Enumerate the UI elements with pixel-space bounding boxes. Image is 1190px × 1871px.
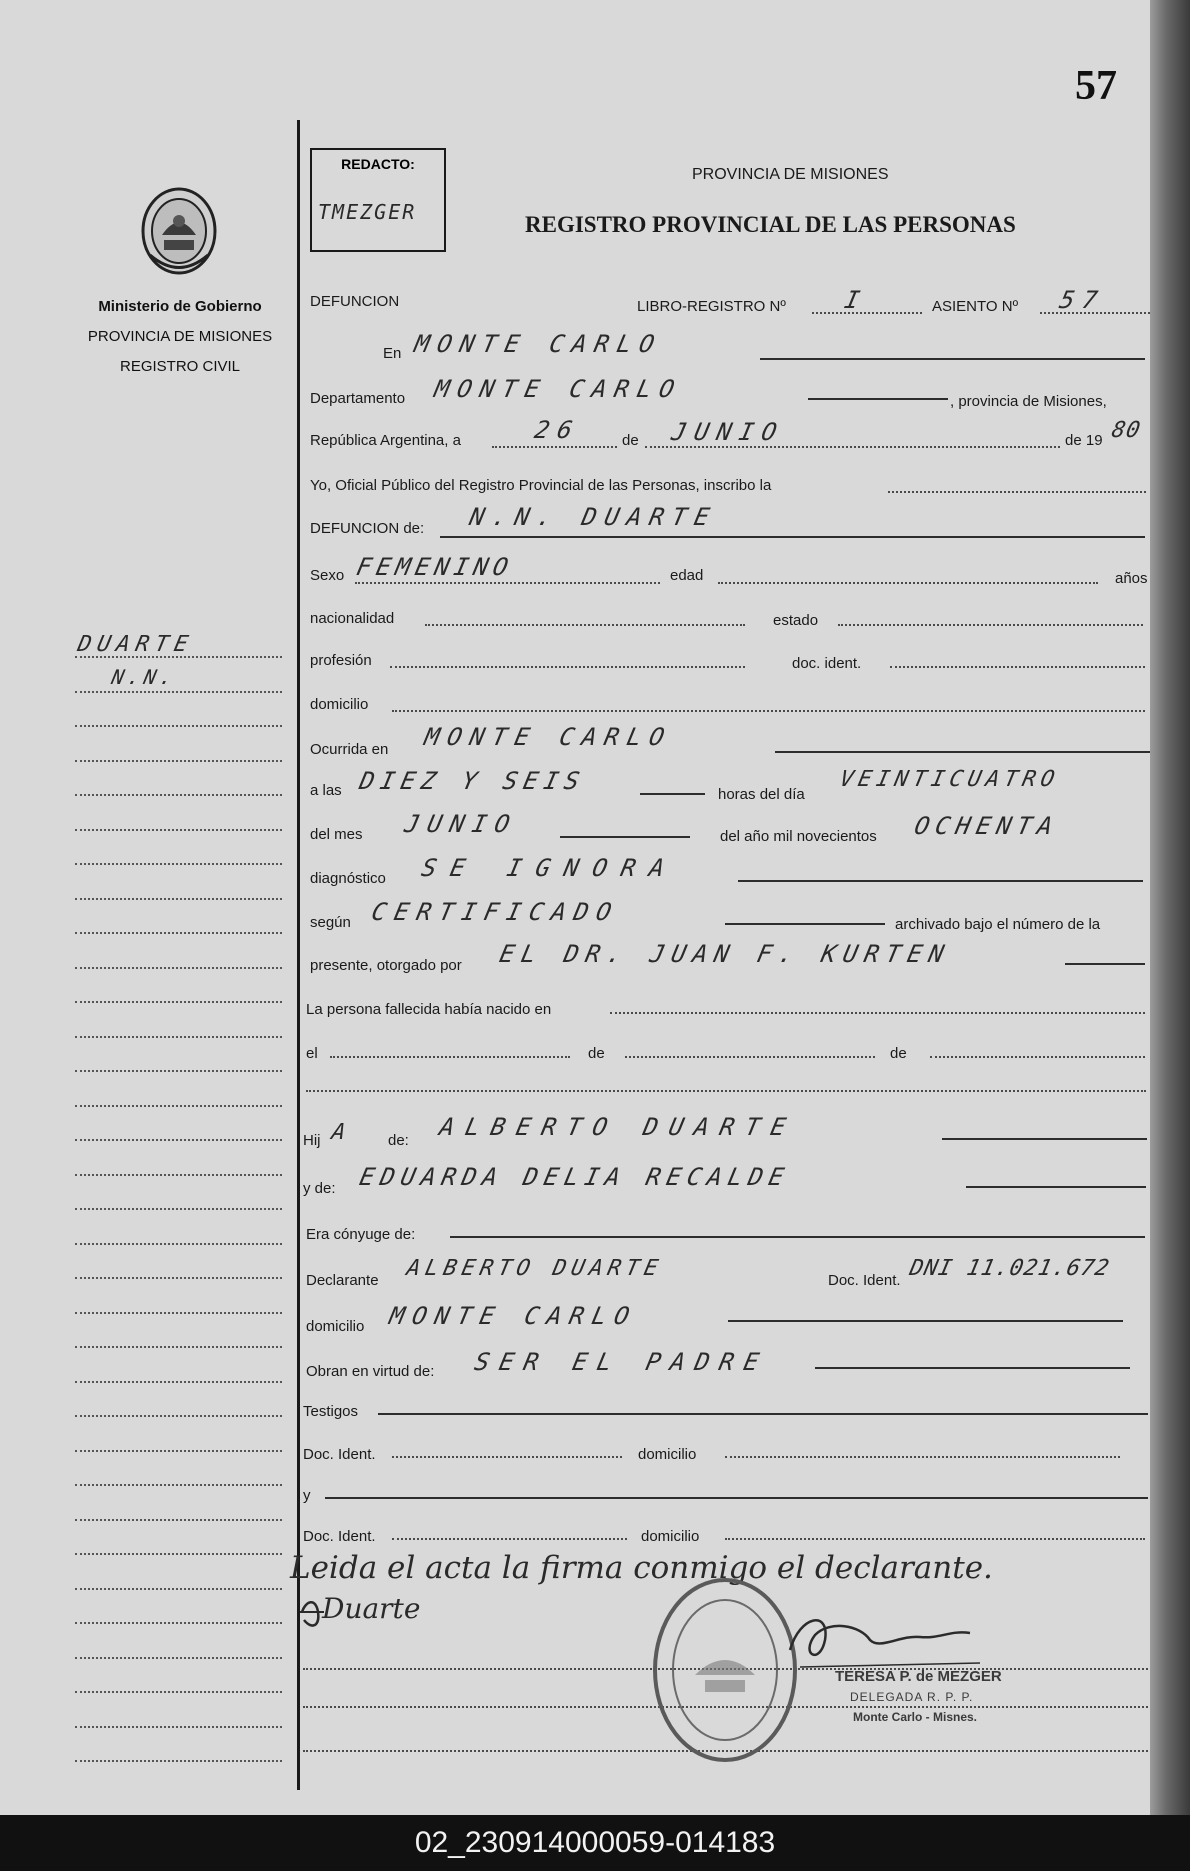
a-las-line: [640, 793, 705, 795]
sexo-value: FEMENINO: [354, 553, 516, 581]
margin-note-line: [75, 829, 282, 831]
province-emblem-icon: [140, 185, 218, 277]
margin-note-line: [75, 1036, 282, 1038]
segun-label: según: [310, 914, 351, 931]
hij-label: Hij: [303, 1132, 321, 1149]
margin-note-line: [75, 1312, 282, 1314]
margin-note-line: [75, 967, 282, 969]
decl-doc-label: Doc. Ident.: [828, 1272, 901, 1289]
departamento-value: MONTE CARLO: [432, 375, 685, 403]
margin-note-line: [75, 1105, 282, 1107]
decl-domicilio-value: MONTE CARLO: [387, 1302, 640, 1330]
anos-label: años: [1115, 570, 1148, 587]
a-las-label: a las: [310, 782, 342, 799]
margin-note-line: [75, 760, 282, 762]
testigo1-doc-label: Doc. Ident.: [303, 1446, 376, 1463]
official-title: DELEGADA R. P. P.: [850, 1690, 974, 1704]
obran-line: [815, 1367, 1130, 1369]
y-de-label: y de:: [303, 1180, 336, 1197]
yo-text: Yo, Oficial Público del Registro Provincial de las Personas, inscribo la: [310, 477, 772, 494]
hij-value: A: [329, 1120, 356, 1145]
book-spine: [1150, 0, 1190, 1815]
edad-line: [718, 582, 1098, 584]
nacido-de-line: [625, 1056, 875, 1058]
page-number: 57: [1075, 63, 1117, 109]
nacido-de-label: de: [588, 1045, 605, 1062]
province-heading: PROVINCIA DE MISIONES: [692, 166, 889, 183]
month-value: JUNIO: [669, 418, 788, 446]
redacto-label: REDACTO:: [341, 156, 415, 172]
nacido-de2-line: [930, 1056, 1145, 1058]
sexo-line: [355, 582, 660, 584]
decl-domicilio-line: [728, 1320, 1123, 1322]
en-value: MONTE CARLO: [412, 330, 665, 358]
conyuge-label: Era cónyuge de:: [306, 1226, 416, 1243]
testigo1-domicilio-line: [725, 1456, 1120, 1458]
testigo1-domicilio-label: domicilio: [638, 1446, 697, 1463]
anio-label: del año mil novecientos: [720, 828, 877, 845]
madre-line: [966, 1186, 1146, 1188]
defuncion-de-label: DEFUNCION de:: [310, 520, 425, 537]
margin-note-line: [75, 1691, 282, 1693]
en-label: En: [383, 345, 402, 362]
hij-de-label: de:: [388, 1132, 409, 1149]
defuncion-de-value: N.N. DUARTE: [467, 503, 720, 531]
departamento-line: [808, 398, 948, 400]
ministry-province: PROVINCIA DE MISIONES: [87, 328, 273, 345]
registry-heading: REGISTRO PROVINCIAL DE LAS PERSONAS: [525, 212, 1016, 237]
asiento-value: 57: [1057, 286, 1108, 314]
diagnostico-line: [738, 880, 1143, 882]
month-line: [645, 446, 1060, 448]
mes-value: JUNIO: [402, 810, 521, 838]
official-name: TERESA P. de MEZGER: [835, 1668, 1002, 1685]
day-line: [492, 446, 617, 448]
margin-note-line: [75, 1277, 282, 1279]
decl-domicilio-label: domicilio: [306, 1318, 365, 1335]
declarante-signature-flourish-icon: [300, 1590, 500, 1635]
yo-line: [888, 491, 1146, 493]
ocurrida-label: Ocurrida en: [310, 741, 389, 758]
margin-note-line: [75, 691, 282, 693]
official-place: Monte Carlo - Misnes.: [853, 1710, 978, 1724]
redacto-value: TMEZGER: [318, 200, 417, 224]
ministry-name: Ministerio de Gobierno: [98, 298, 262, 315]
testigos-line: [378, 1413, 1148, 1415]
margin-note-line: [75, 1415, 282, 1417]
margin-note-line: [75, 1553, 282, 1555]
testigo2-domicilio-label: domicilio: [641, 1528, 700, 1545]
margin-note-line: [75, 1243, 282, 1245]
margin-note-line: [75, 1001, 282, 1003]
margin-note-line: [75, 1726, 282, 1728]
mes-line: [560, 836, 690, 838]
diagnostico-label: diagnóstico: [310, 870, 386, 887]
horas-label: horas del día: [718, 786, 805, 803]
margin-note-line: [75, 794, 282, 796]
testigo1-doc-line: [392, 1456, 622, 1458]
en-line: [760, 358, 1145, 360]
margin-note-line: [75, 863, 282, 865]
diagnostico-value: SE IGNORA: [419, 854, 682, 882]
asiento-label: ASIENTO Nº: [932, 298, 1019, 315]
libro-line: [812, 312, 922, 314]
obran-label: Obran en virtud de:: [306, 1363, 435, 1380]
margin-note-line: [75, 1174, 282, 1176]
margin-note-line: [75, 1208, 282, 1210]
ministry-registry: REGISTRO CIVIL: [119, 358, 241, 375]
declarante-signature: Duarte: [322, 1592, 421, 1625]
anio-value: OCHENTA: [912, 812, 1062, 840]
day-de-label: de: [622, 432, 639, 449]
margin-note-line: [75, 1070, 282, 1072]
blank-line: [306, 1090, 1146, 1092]
left-margin-rule: [297, 120, 300, 1790]
presente-label: presente, otorgado por: [310, 957, 462, 974]
margin-surname: DUARTE: [75, 632, 197, 657]
profesion-label: profesión: [310, 652, 372, 669]
closing-text: Leida el acta la firma conmigo el declarante.: [290, 1550, 993, 1586]
profesion-line: [390, 666, 745, 668]
day-value: 26: [532, 416, 583, 444]
testigo2-domicilio-line: [725, 1538, 1145, 1540]
scan-caption: 02_230914000059-014183: [0, 1815, 1190, 1871]
padre-value: ALBERTO DUARTE: [437, 1113, 800, 1141]
libro-value: I: [842, 286, 871, 314]
decl-doc-value: DNI 11.021.672: [907, 1256, 1113, 1281]
domicilio-line: [392, 710, 1145, 712]
testigo2-doc-line: [392, 1538, 627, 1540]
record-type: DEFUNCION: [310, 293, 400, 310]
margin-note-line: [75, 1519, 282, 1521]
segun-line: [725, 923, 885, 925]
margin-note-line: [75, 1346, 282, 1348]
declarante-value: ALBERTO DUARTE: [404, 1256, 666, 1281]
segun-value: CERTIFICADO: [369, 898, 622, 926]
margin-note-line: [75, 1484, 282, 1486]
republica-label: República Argentina, a: [310, 432, 461, 449]
presente-value: EL DR. JUAN F. KURTEN: [497, 940, 954, 968]
libro-label: LIBRO-REGISTRO Nº: [637, 298, 786, 315]
archivado-text: archivado bajo el número de la: [895, 916, 1101, 933]
testigo2-line: [325, 1497, 1148, 1499]
margin-note-line: [75, 1622, 282, 1624]
provincia-text: , provincia de Misiones,: [950, 393, 1107, 410]
estado-label: estado: [773, 612, 819, 629]
declarante-label: Declarante: [306, 1272, 379, 1289]
obran-value: SER EL PADRE: [472, 1348, 772, 1376]
nacionalidad-label: nacionalidad: [310, 610, 395, 627]
margin-note-line: [75, 898, 282, 900]
nacido-line: [610, 1012, 1145, 1014]
presente-line: [1065, 963, 1145, 965]
official-signature-icon: [770, 1595, 990, 1675]
margin-note-line: [75, 1450, 282, 1452]
edad-label: edad: [670, 567, 704, 584]
margin-note-line: [75, 932, 282, 934]
nacido-el-label: el: [306, 1045, 318, 1062]
domicilio-label: domicilio: [310, 696, 369, 713]
del-mes-label: del mes: [310, 826, 363, 843]
margin-note-line: [75, 1588, 282, 1590]
padre-line: [942, 1138, 1147, 1140]
year-value: 80: [1109, 418, 1144, 443]
madre-value: EDUARDA DELIA RECALDE: [357, 1163, 793, 1191]
nacionalidad-line: [425, 624, 745, 626]
a-las-value: DIEZ Y SEIS: [357, 767, 588, 795]
margin-note-line: [75, 656, 282, 658]
nacido-text: La persona fallecida había nacido en: [306, 1001, 552, 1018]
margin-note-line: [75, 1760, 282, 1762]
margin-note-line: [75, 1657, 282, 1659]
doc-ident-line: [890, 666, 1145, 668]
margin-given-name: N.N.: [109, 665, 179, 689]
conyuge-line: [450, 1236, 1145, 1238]
defuncion-de-line: [440, 536, 1145, 538]
testigo2-doc-label: Doc. Ident.: [303, 1528, 376, 1545]
margin-note-line: [75, 1139, 282, 1141]
redacto-box: [310, 148, 446, 252]
nacido-el-line: [330, 1056, 570, 1058]
departamento-label: Departamento: [310, 390, 406, 407]
testigos-label: Testigos: [303, 1403, 359, 1420]
margin-note-line: [75, 1381, 282, 1383]
ocurrida-line: [775, 751, 1150, 753]
estado-line: [838, 624, 1143, 626]
nacido-de2-label: de: [890, 1045, 907, 1062]
doc-ident-label: doc. ident.: [792, 655, 862, 672]
year-prefix: de 19: [1065, 432, 1103, 449]
margin-note-line: [75, 725, 282, 727]
y-label: y: [303, 1487, 311, 1504]
sexo-label: Sexo: [310, 567, 345, 584]
ocurrida-value: MONTE CARLO: [422, 723, 675, 751]
dia-value: VEINTICUATRO: [837, 767, 1062, 792]
